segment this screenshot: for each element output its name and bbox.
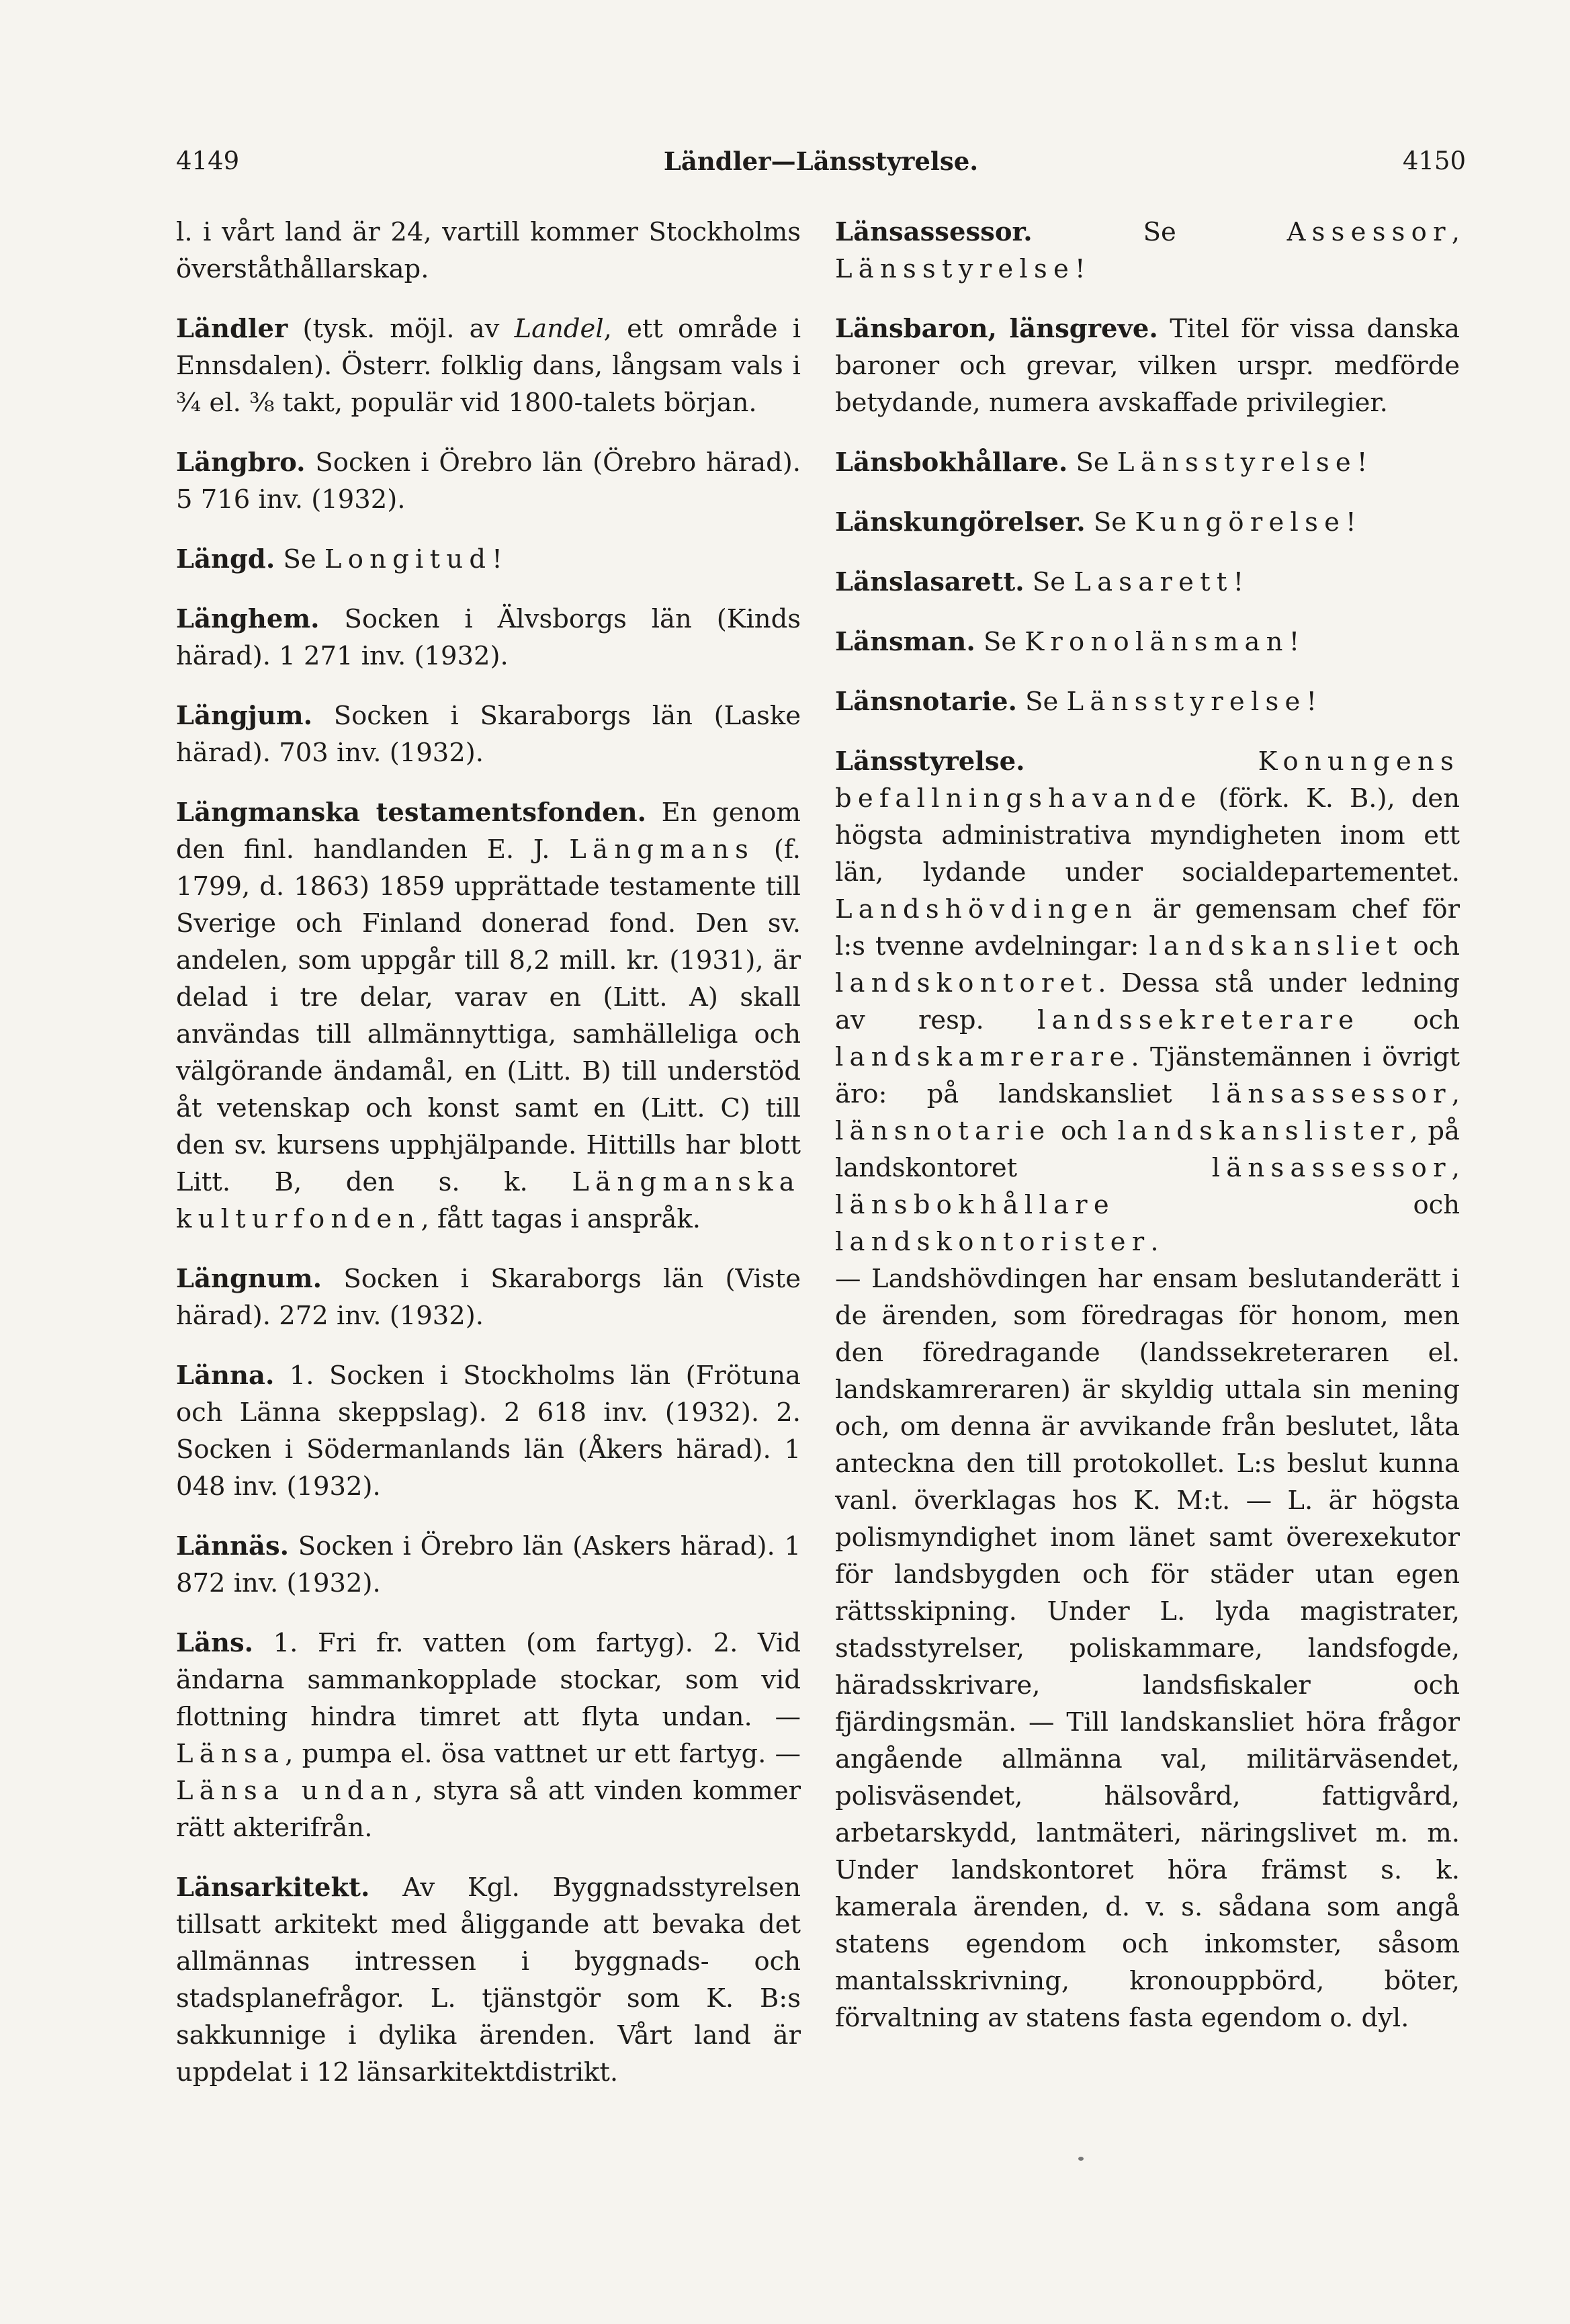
spaced-name: Längmanska kulturfonden — [176, 1167, 801, 1234]
entry-headword: Läns. — [176, 1628, 254, 1658]
cross-reference: Longitud — [324, 544, 492, 574]
spaced-term: Länsa — [176, 1739, 286, 1769]
entry-text: , pumpa el. ösa vattnet ur ett fartyg. — — [285, 1739, 801, 1769]
left-column — [176, 214, 801, 2114]
entry-text: , fått tagas i anspråk. — [421, 1204, 701, 1234]
spaced-term: länsbokhållare — [835, 1190, 1115, 1220]
entry-text — [1025, 746, 1258, 777]
right-column — [835, 214, 1460, 2059]
entry-headword: Länsarkitekt. — [176, 1873, 370, 1903]
entry-headword: Ländler — [176, 314, 288, 344]
entry-text: . — [1150, 1227, 1159, 1257]
entry-text: 1. Socken i Stockholms län (Frötuna och Länna skeppslag). 2 618 inv. (1932). 2. Socken i Södermanlands län (Åkers härad). 1 048 inv. (1932). — [176, 1361, 801, 1502]
entry-langnum — [176, 1260, 801, 1334]
entry-text: Av Kgl. Byggnadsstyrelsen tillsatt arkitekt med åliggande att bevaka det allmännas intressen i byggnads- och stadsplanefrågor. L. tjänstgör som K. B:s sakkunnige i dylika ärenden. Vårt land är uppdelat i 12 länsarkitektdistrikt. — [176, 1873, 801, 2088]
entry-text: En genom den finl. handlanden E. J. — [176, 798, 801, 865]
entry-lansbokhallare — [835, 444, 1460, 481]
entry-headword: Länsman. — [835, 627, 975, 657]
page-number-right: 4150 — [1402, 146, 1466, 175]
cross-reference: Kronolänsman — [1024, 627, 1289, 657]
entry-lanna — [176, 1357, 801, 1505]
spaced-term: Länsa undan — [176, 1776, 415, 1806]
entry-langhem — [176, 601, 801, 675]
entry-text: l. i vårt land är 24, vartill kommer Stockholms överståthållarskap. — [176, 217, 801, 284]
entry-lansassessor — [835, 214, 1460, 288]
cross-reference: Länsstyrelse — [1117, 447, 1357, 478]
entry-lansbaron — [835, 310, 1460, 421]
spaced-term: landskanslister — [1117, 1116, 1410, 1146]
entry-text: , på landskontoret — [835, 1116, 1460, 1183]
entry-text: och — [1403, 931, 1460, 961]
spaced-term: länsassessor — [1211, 1079, 1452, 1109]
entry-langmanska — [176, 794, 801, 1238]
entry-headword: Länslasarett. — [835, 567, 1024, 597]
entry-text: och — [1115, 1190, 1460, 1220]
entry-text: Socken i Örebro län (Örebro härad). 5 716 inv. (1932). — [176, 447, 801, 515]
entry-continuation — [176, 214, 801, 288]
entry-text: ! — [492, 544, 503, 574]
entry-text: Titel för vissa danska baroner och grevar, vilken urspr. medförde betydande, numera avskaffade privilegier. — [835, 314, 1460, 418]
entry-headword: Lännäs. — [176, 1531, 290, 1561]
entry-headword: Längmanska testamentsfonden. — [176, 798, 647, 828]
entry-text: ! — [1306, 687, 1317, 717]
page-number-left: 4149 — [176, 146, 240, 175]
spaced-term: landskontoret — [835, 968, 1098, 998]
entry-text: och — [1360, 1005, 1460, 1035]
spaced-term: landskansliet — [1149, 931, 1403, 961]
entry-langbro — [176, 444, 801, 518]
cross-reference: Länsstyrelse — [1066, 687, 1307, 717]
entry-text: Se — [275, 544, 324, 574]
entry-text: ! — [1233, 567, 1244, 597]
entry-paragraph: — Landshövdingen har ensam beslutanderätt i de ärenden, som föredragas för honom, men den föredragande (landssekreteraren el. landskamreraren) är skyldig uttala sin mening och, om denna är avvikande från beslutet, låta anteckna den till protokollet. L:s beslut kunna vanl. överklagas hos K. M:t. — L. är högsta polismyndighet inom länet samt överexekutor för landsbygden och för städer utan egen rättsskipning. Under L. lyda magistrater, stadsstyrelser, poliskammare, landsfogde, häradsskrivare, landsfiskaler och fjärdingsmän. — Till landskansliet höra frågor angående allmänna val, militärväsendet, polisväsendet, hälsovård, fattigvård, arbetarskydd, lantmäteri, näringslivet m. m. Under landskontoret höra främst s. k. kamerala ärenden, d. v. s. sådana som angå statens egendom och inkomster, såsom mantalsskrivning, kronouppbörd, böter, förvaltning av statens fasta egendom o. dyl. — [835, 1264, 1460, 2033]
entry-text: . Tjänstemännen i övrigt äro: på landskansliet — [835, 1042, 1460, 1109]
cross-reference: Kungörelse — [1135, 507, 1346, 537]
entry-text: Se — [1016, 687, 1067, 717]
entry-lannas — [176, 1528, 801, 1602]
entry-text: är gemensam chef för l:s tvenne avdelningar: — [835, 894, 1460, 961]
entry-text: Se — [1067, 447, 1117, 478]
entry-headword: Länsstyrelse. — [835, 746, 1025, 777]
page-title: Ländler—Länsstyrelse. — [663, 146, 979, 176]
entry-headword: Länskungörelser. — [835, 507, 1086, 537]
entry-lansman — [835, 623, 1460, 660]
entry-text: Se — [975, 627, 1025, 657]
entry-text: , ett område i Ennsdalen). Österr. folklig dans, långsam vals i ¾ el. ⅜ takt, populär vid 1800-talets början. — [176, 314, 801, 418]
entry-lansarkitekt — [176, 1869, 801, 2091]
page-header — [176, 146, 1466, 187]
entry-headword: Länna. — [176, 1361, 275, 1391]
spaced-term: länsassessor — [1211, 1153, 1452, 1183]
entry-lanskungorelser — [835, 504, 1460, 541]
entry-text: Socken i Örebro län (Askers härad). 1 872 inv. (1932). — [176, 1531, 801, 1598]
entry-text: och — [1051, 1116, 1118, 1146]
entry-headword: Längnum. — [176, 1264, 322, 1294]
entry-headword: Länsbaron, länsgreve. — [835, 314, 1158, 344]
entry-text: . Dessa stå under ledning av resp. — [835, 968, 1460, 1035]
spaced-name: Längmans — [569, 834, 755, 865]
entry-text: ! — [1346, 507, 1356, 537]
entry-lanslasarett — [835, 564, 1460, 601]
entry-langd — [176, 541, 801, 578]
entry-text: , — [1451, 217, 1460, 247]
entry-text: Socken i Skaraborgs län (Laske härad). 703 inv. (1932). — [176, 701, 801, 768]
entry-text: (tysk. möjl. av — [288, 314, 515, 344]
entry-text-italic: Landel — [514, 314, 604, 344]
cross-reference: Länsstyrelse — [835, 254, 1075, 284]
spaced-term: länsnotarie — [835, 1116, 1051, 1146]
cross-reference: Assessor — [1286, 217, 1452, 247]
entry-text: Se — [1085, 507, 1135, 537]
entry-headword: Länsbokhållare. — [835, 447, 1068, 478]
entry-text: , styra så att vinden kommer rätt akterifrån. — [176, 1776, 801, 1843]
entry-headword: Längd. — [176, 544, 275, 574]
entry-lansnotarie — [835, 683, 1460, 720]
entry-headword: Längjum. — [176, 701, 312, 731]
spaced-term: landskontorister — [835, 1227, 1151, 1257]
entry-text: Socken i Älvsborgs län (Kinds härad). 1 271 inv. (1932). — [176, 604, 801, 671]
entry-text: 1. Fri fr. vatten (om fartyg). 2. Vid ändarna sammankopplade stockar, som vid flottning hindra timret att flyta undan. — — [176, 1628, 801, 1732]
entry-langjum — [176, 697, 801, 771]
cross-reference: Lasarett — [1074, 567, 1233, 597]
entry-text: Socken i Skaraborgs län (Viste härad). 272 inv. (1932). — [176, 1264, 801, 1331]
spaced-term: Konungens befallningshavande — [835, 746, 1460, 814]
entry-text: , — [1451, 1079, 1460, 1109]
spaced-term: landskamrerare — [835, 1042, 1131, 1072]
entry-landler — [176, 310, 801, 421]
entry-text: ! — [1289, 627, 1300, 657]
entry-text: ! — [1074, 254, 1086, 284]
entry-lansstyrelse — [835, 743, 1460, 2036]
entry-text: Se — [1024, 567, 1074, 597]
entry-headword: Länsassessor. — [835, 217, 1033, 247]
entry-headword: Längbro. — [176, 447, 306, 478]
entry-headword: Länsnotarie. — [835, 687, 1017, 717]
spaced-term: landssekreterare — [1037, 1005, 1360, 1035]
entry-text: (förk. K. B.), den högsta administrativa myndigheten inom ett län, lydande under socialdepartementet. — [835, 783, 1460, 888]
entry-text: (f. 1799, d. 1863) 1859 upprättade testamente till Sverige och Finland donerad fond. Den sv. andelen, som uppgår till 8,2 mill. kr. (1931), är delad i tre delar, varav en (Litt. A) skall användas till allmännyttiga, samhälleliga och välgörande ändamål, en (Litt. B) till understöd åt vetenskap och konst samt en (Litt. C) till den sv. kursens upphjälpande. Hittills har blott Litt. B, den s. k. — [176, 834, 801, 1197]
spaced-term: Landshövdingen — [835, 894, 1138, 924]
entry-text: , — [1451, 1153, 1460, 1183]
entry-headword: Länghem. — [176, 604, 320, 634]
entry-text: ! — [1356, 447, 1368, 478]
entry-text: Se — [1032, 217, 1287, 247]
print-speck — [1078, 2157, 1084, 2161]
entry-lans — [176, 1625, 801, 1846]
